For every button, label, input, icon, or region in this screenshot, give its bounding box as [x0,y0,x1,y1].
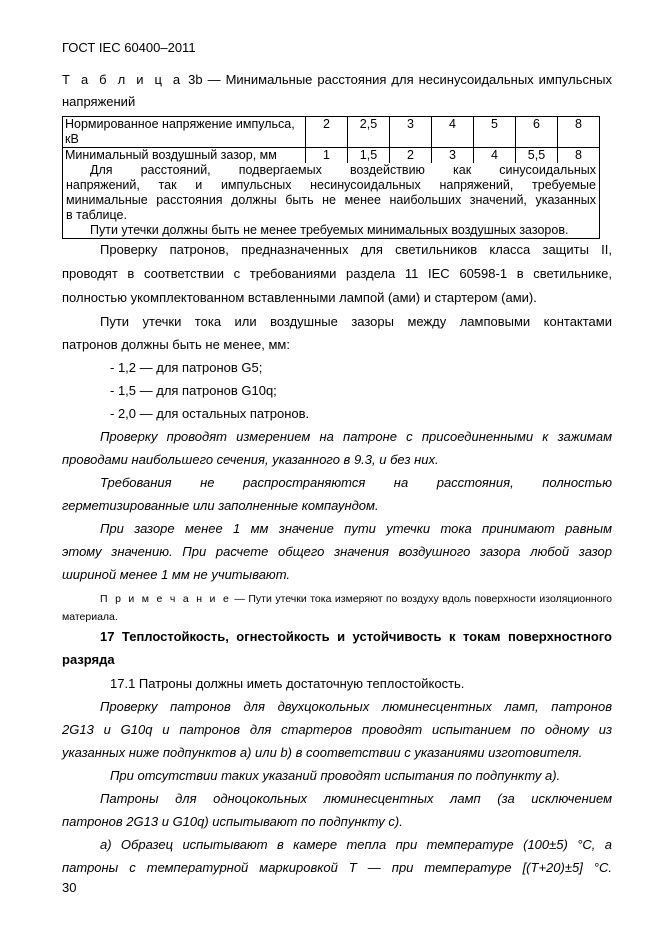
page-number: 30 [62,880,77,895]
table-caption-cont: напряжений [62,94,136,109]
table-cell: 2,5 [348,117,390,148]
table-cell: 4 [432,117,474,148]
note-line: Пути утечки должны быть не менее требуемых минимальных воздушных зазоров. [90,223,569,237]
table-note [63,163,600,239]
paragraph-line: Патроны для одноцокольных люминесцентных ламп (за исключением [100,791,612,806]
paragraph-line: При зазоре менее 1 мм значение пути утечки тока принимают равным [100,521,612,536]
paragraph-line: герметизированные или заполненные компаундом. [62,498,379,513]
note-line: в таблице. [66,208,127,222]
paragraph-line: При отсутствии таких указаний проводят испытания по подпункту a). [110,768,561,783]
table-cell: 6 [516,117,558,148]
paragraph-line: указанных ниже подпунктов a) или b) в соответствии с указаниями изготовителя. [62,745,583,760]
paragraph-line: Требования не распространяются на расстояния, полностью [100,475,612,490]
table-row-note [63,163,600,239]
paragraph-line: патронов должны быть не менее, мм: [62,337,290,352]
paragraph-line: 2G13 и G10q и патронов для стартеров проводят испытанием по одному из [62,722,612,737]
paragraph-line: a) Образец испытывают в камере тепла при температуре (100±5) °С, а [100,837,612,852]
table-cell: 1 [306,148,348,164]
table-row-clearance [63,148,600,164]
note-line: минимальные расстояния должны быть не менее наибольших значений, указанных [66,193,596,207]
paragraph-line: Проверку патронов, предназначенных для светильников класса защиты II, [100,242,612,257]
document-header: ГОСТ IEC 60400–2011 [62,40,196,55]
note-line: напряжений, так и импульсных несинусоидальных напряжений, требуемые [66,178,596,192]
paragraph-line: шириной менее 1 мм не учитывают. [62,567,291,582]
paragraph-line: Пути утечки тока или воздушные зазоры между ламповыми контактами [100,314,612,329]
paragraph-line: полностью укомплектованном вставленными лампой (ами) и стартером (ами). [62,290,537,305]
table-caption [62,72,612,88]
note-paragraph-cont: материала. [62,611,118,623]
paragraph-line: проводят в соответствии с требованиями раздела 11 IEC 60598-1 в светильнике, [62,266,612,281]
table-caption-label: Т а б л и ц а [62,72,184,87]
row-label-voltage: Нормированное напряжение импульса, кВ [63,117,306,148]
paragraph-line: проводами наибольшего сечения, указанного в 9.3, и без них. [62,452,439,467]
table-cell: 2 [306,117,348,148]
table-cell: 5 [474,117,516,148]
table-cell: 3 [390,117,432,148]
paragraph-line: Проверку патронов для двухцокольных люминесцентных ламп, патронов [100,699,612,714]
list-item: - 1,2 — для патронов G5; [110,360,263,375]
table-cell: 5,5 [516,148,558,164]
note-line: Для расстояний, подвергаемых воздействию как синусоидальных [90,163,596,177]
table-cell: 4 [474,148,516,164]
table-caption-text: 3b — Минимальные расстояния для несинусоидальных импульсных [188,72,612,87]
table-cell: 1,5 [348,148,390,164]
section-title-cont: разряда [62,652,115,667]
note-label: П р и м е ч а н и е [100,593,231,605]
table-cell: 8 [558,117,600,148]
table-cell: 3 [432,148,474,164]
paragraph-line: этому значению. При расчете общего значения воздушного зазора любой зазор [62,544,612,559]
table-cell: 2 [390,148,432,164]
list-item: - 1,5 — для патронов G10q; [110,383,277,398]
row-label-clearance: Минимальный воздушный зазор, мм [63,148,306,164]
list-item: - 2,0 — для остальных патронов. [110,406,310,421]
paragraph-line: 17.1 Патроны должны иметь достаточную теплостойкость. [110,676,465,691]
paragraph-line: Проверку проводят измерением на патроне с присоединенными к зажимам [100,429,612,444]
paragraph-line: патроны с температурной маркировкой T — при температуре [(T+20)±5] °С. [62,860,612,875]
table-row-voltage [63,117,600,148]
section-title: 17 Теплостойкость, огнестойкость и устойчивость к токам поверхностного [100,629,612,644]
table-cell: 8 [558,148,600,164]
note-paragraph: П р и м е ч а н и е — Пути утечки тока измеряют по воздуху вдоль поверхности изоляционного [100,593,613,605]
paragraph-line: патронов 2G13 и G10q) испытывают по подпункту c). [62,814,403,829]
distances-table [62,116,600,239]
